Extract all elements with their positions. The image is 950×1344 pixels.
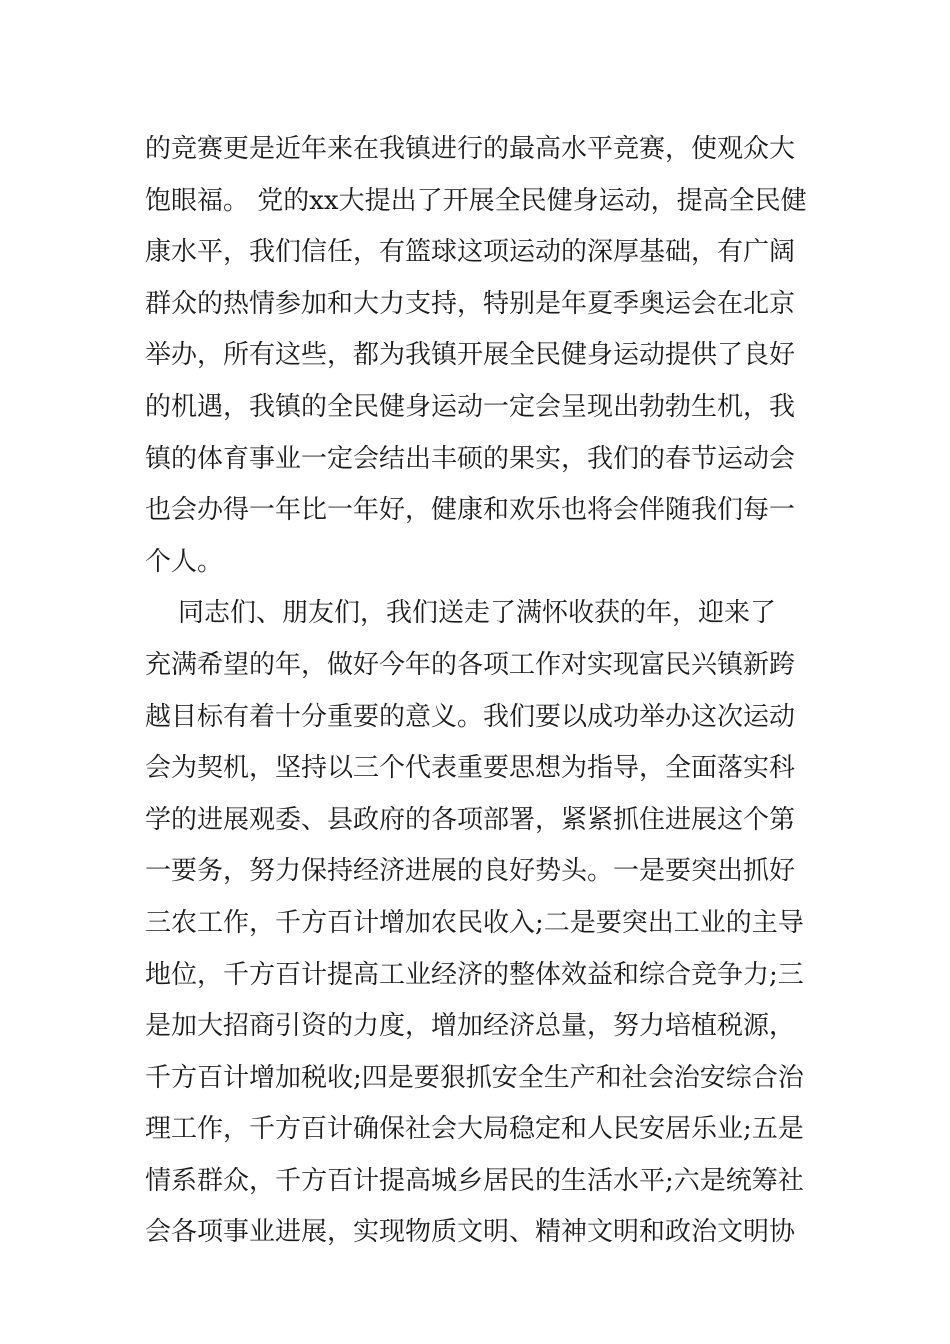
text-line: 学的进展观委、县政府的各项部署，紧紧抓住进展这个第: [145, 804, 796, 835]
text-line: 群众的热情参加和大力支持，特别是年夏季奥运会在北京: [145, 288, 796, 319]
text-line: 个人。: [145, 546, 224, 577]
text-line: 一要务，努力保持经济进展的良好势头。一是要突出抓好: [145, 856, 796, 887]
text-line: 会为契机，坚持以三个代表重要思想为指导，全面落实科: [145, 753, 796, 784]
text-line: 三农工作，千方百计增加农民收入;二是要突出工业的主导: [145, 907, 804, 938]
text-line: 是加大招商引资的力度，增加经济总量，努力培植税源，: [145, 1011, 796, 1042]
text-line: 镇的体育事业一定会结出丰硕的果实，我们的春节运动会: [145, 443, 796, 474]
text-line: 康水平，我们信任，有篮球这项运动的深厚基础，有广阔: [145, 237, 796, 268]
text-line: 的竞赛更是近年来在我镇进行的最高水平竞赛，使观众大: [145, 134, 796, 164]
text-line: 会各项事业进展，实现物质文明、精神文明和政治文明协: [145, 1217, 796, 1248]
text-line: 饱眼福。 党的xx大提出了开展全民健身运动，提高全民健: [145, 185, 807, 216]
text-line: 同志们、朋友们，我们送走了满怀收获的年，迎来了: [145, 598, 777, 629]
text-line: 举办，所有这些，都为我镇开展全民健身运动提供了良好: [145, 340, 796, 371]
text-line: 地位，千方百计提高工业经济的整体效益和综合竞争力;三: [145, 959, 804, 990]
body-text: [145, 124, 815, 1259]
text-line: 也会办得一年比一年好，健康和欢乐也将会伴随我们每一: [145, 495, 796, 526]
text-line: 千方百计增加税收;四是要狠抓安全生产和社会治安综合治: [145, 1062, 804, 1093]
text-line: 理工作，千方百计确保社会大局稳定和人民安居乐业;五是: [145, 1114, 804, 1145]
text-line: 充满希望的年，做好今年的各项工作对实现富民兴镇新跨: [145, 649, 796, 680]
text-line: 越目标有着十分重要的意义。我们要以成功举办这次运动: [145, 701, 796, 732]
text-line: 情系群众，千方百计提高城乡居民的生活水平;六是统筹社: [145, 1165, 804, 1196]
text-line: 的机遇，我镇的全民健身运动一定会呈现出勃勃生机，我: [145, 391, 796, 422]
